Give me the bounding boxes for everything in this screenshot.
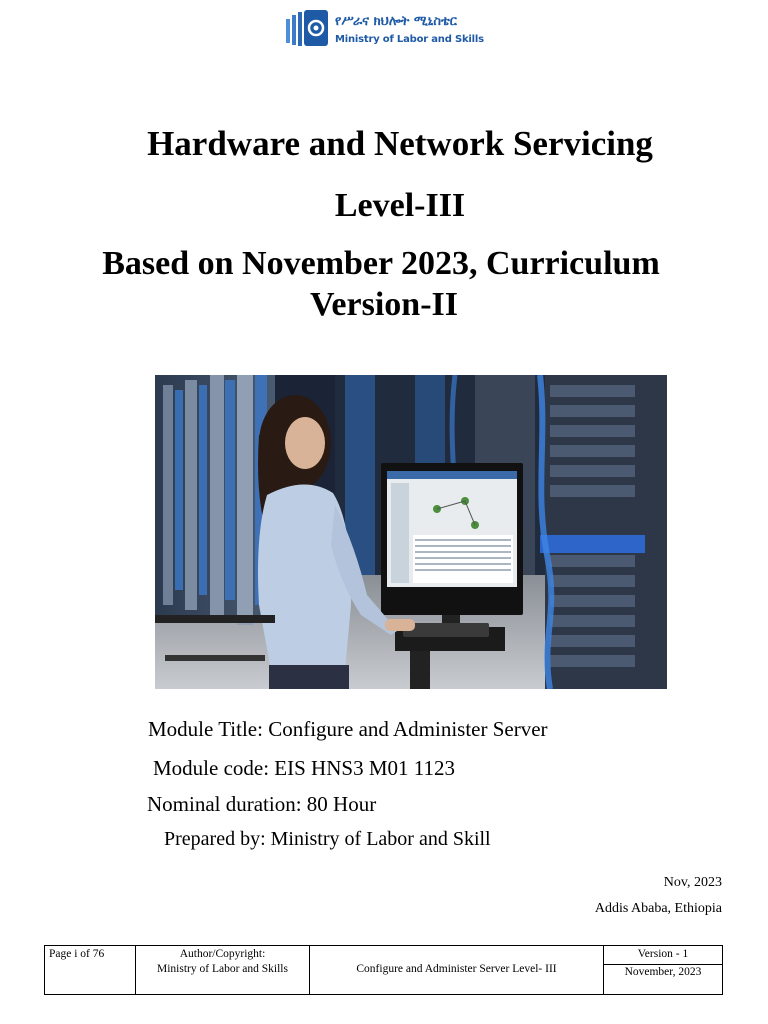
- document-level: Level-III: [334, 187, 466, 224]
- nominal-duration: Nominal duration: 80 Hour: [147, 792, 377, 816]
- curriculum-basis: Based on November 2023, Curriculum: [102, 245, 660, 282]
- footer-page-cell: [45, 946, 136, 994]
- page-number: Page i of 76: [49, 948, 105, 960]
- author-name: Ministry of Labor and Skills: [157, 963, 288, 975]
- publication-location: Addis Ababa, Ethiopia: [594, 901, 722, 916]
- module-code: Module code: EIS HNS3 M01 1123: [153, 756, 455, 780]
- footer-version-cell: [604, 946, 722, 994]
- version-divider: [604, 964, 722, 965]
- page-footer-table: [44, 945, 723, 995]
- curriculum-version: Version-II: [310, 286, 458, 323]
- ministry-logo-icon: [285, 9, 331, 49]
- author-label: Author/Copyright:: [179, 948, 266, 960]
- document-title: Hardware and Network Servicing: [147, 124, 653, 163]
- footer-module-cell: [310, 946, 604, 994]
- footer-date: November, 2023: [624, 966, 702, 978]
- logo-english-text: Ministry of Labor and Skills: [335, 34, 484, 45]
- version-label: Version - 1: [637, 948, 689, 960]
- module-title: Module Title: Configure and Administer Server: [148, 717, 548, 741]
- cover-photo: [155, 375, 667, 689]
- prepared-by: Prepared by: Ministry of Labor and Skill: [164, 828, 491, 850]
- logo-amharic-text: የሥራና ክህሎት ሚኒስቴር: [335, 14, 457, 29]
- ministry-logo: [285, 9, 485, 49]
- publication-date: Nov, 2023: [663, 875, 722, 890]
- footer-module-name: Configure and Administer Server Level- III: [356, 963, 557, 975]
- footer-author-cell: [136, 946, 310, 994]
- server-room-illustration: [155, 375, 667, 689]
